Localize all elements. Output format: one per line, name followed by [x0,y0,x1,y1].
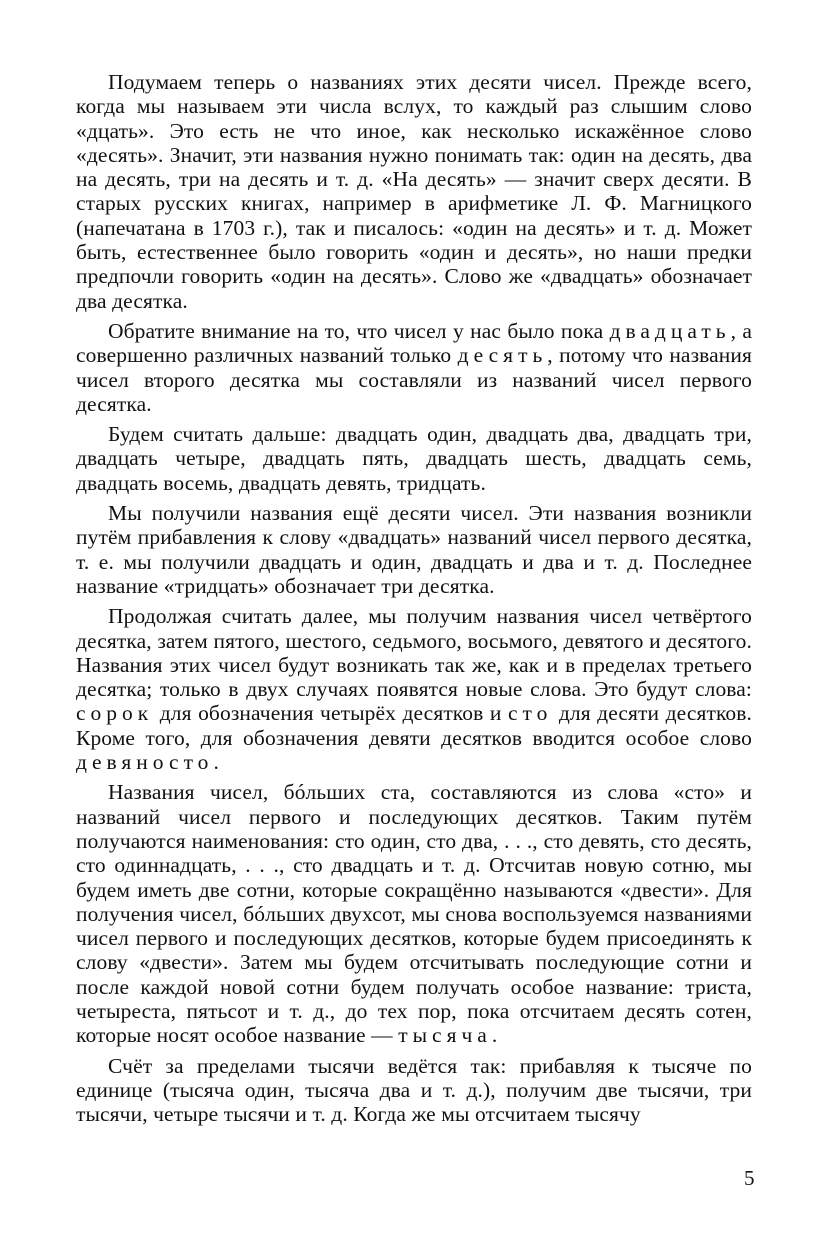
paragraph-7 [76,1054,752,1127]
paragraph-5 [76,604,752,774]
paragraph-text: Продолжая считать далее, мы получим названия чисел четвёртого десятка, затем пятого, шестого, седьмого, восьмого, девятого и десятого. Названия этих чисел будут возникать так же, как и в пределах третьего десятка; только в двух случаях появятся новые слова. Это будут слова: [76,604,752,702]
paragraph-text: , потому что названия чисел второго десятка мы составляли из названий чисел первого десятка. [76,343,752,416]
paragraph-text: Мы получили названия ещё десяти чисел. Эти названия возникли путём прибавления к слову «двадцать» названий чисел первого десятка, т. е. мы получили двадцать и один, двадцать и два и т. д. Последнее название «тридцать» обозначает три десятка. [76,501,752,598]
text-body [76,70,752,1126]
paragraph-4 [76,501,752,598]
paragraph-text: для десяти десятков. Кроме того, для обозначения девяти десятков вводится особое слово [76,701,752,750]
paragraph-text: Подумаем теперь о названиях этих десяти чисел. Прежде всего, когда мы называем эти числа вслух, то каждый раз слышим слово «дцать». Это есть не что иное, как несколько искажённое слово «десять». Значит, эти названия нужно понимать так: один на десять, два на десять, три на десять и т. д. «На десять» — значит сверх десяти. В старых русских книгах, например в арифметике Л. Ф. Магницкого (напечатана в 1703 г.), так и писалось: «один на десять» и т. д. Может быть, естественнее было говорить «один и десять», но наши предки предпочли говорить «один на десять». Слово же «двадцать» обозначает два десятка. [76,70,752,313]
paragraph-text: Счёт за пределами тысячи ведётся так: прибавляя к тысяче по единице (тысяча один, тысяча два и т. д.), получим две тысячи, три тысячи, четыре тысячи и т. д. Когда же мы отсчитаем тысячу [76,1053,752,1127]
paragraph-text: . [213,750,219,775]
page-number: 5 [744,1166,755,1190]
paragraph-text: , а совершенно различных названий только [76,318,753,368]
emphasized-word: сорок [76,701,154,726]
paragraph-1 [76,70,752,313]
emphasized-word: сто [507,701,553,726]
paragraph-text: Названия чисел, бóльших ста, составляются из слова «сто» и названий чисел первого и последующих десятков. Таким путём получаются наименования: сто один, сто два, . . ., сто девять, сто десять, сто одиннадцать, . . ., сто двадцать и т. д. Отсчитав новую сотню, мы будем иметь две сотни, которые сокращённо называются «двести». Для получения чисел, бóльших двухсот, мы снова воспользуемся названиями чисел первого и последующих десятков, которые будем присоединять к слову «двести». Затем мы будем отсчитывать последующие сотни и после каждой новой сотни будем получать особое название: триста, четыреста, пятьсот и т. д., до тех пор, пока отсчитаем десять сотен, которые носят особое название — [76,780,752,1048]
paragraph-6 [76,780,752,1047]
paragraph-text: для обозначения четырёх десятков и [153,701,508,726]
paragraph-text: Будем считать дальше: двадцать один, двадцать два, двадцать три, двадцать четыре, двадцать пять, двадцать шесть, двадцать семь, двадцать восемь, двадцать девять, тридцать. [76,422,752,495]
emphasized-word: двадцать [609,318,731,343]
paragraph-text: . [491,1023,498,1048]
paragraph-text: Обратите внимание на то, что чисел у нас было пока [108,318,610,343]
emphasized-word: девяносто [76,750,214,775]
emphasized-word: тысяча [398,1023,492,1048]
emphasized-word: десять [457,343,548,368]
paragraph-3 [76,422,752,495]
paragraph-2 [76,319,752,416]
